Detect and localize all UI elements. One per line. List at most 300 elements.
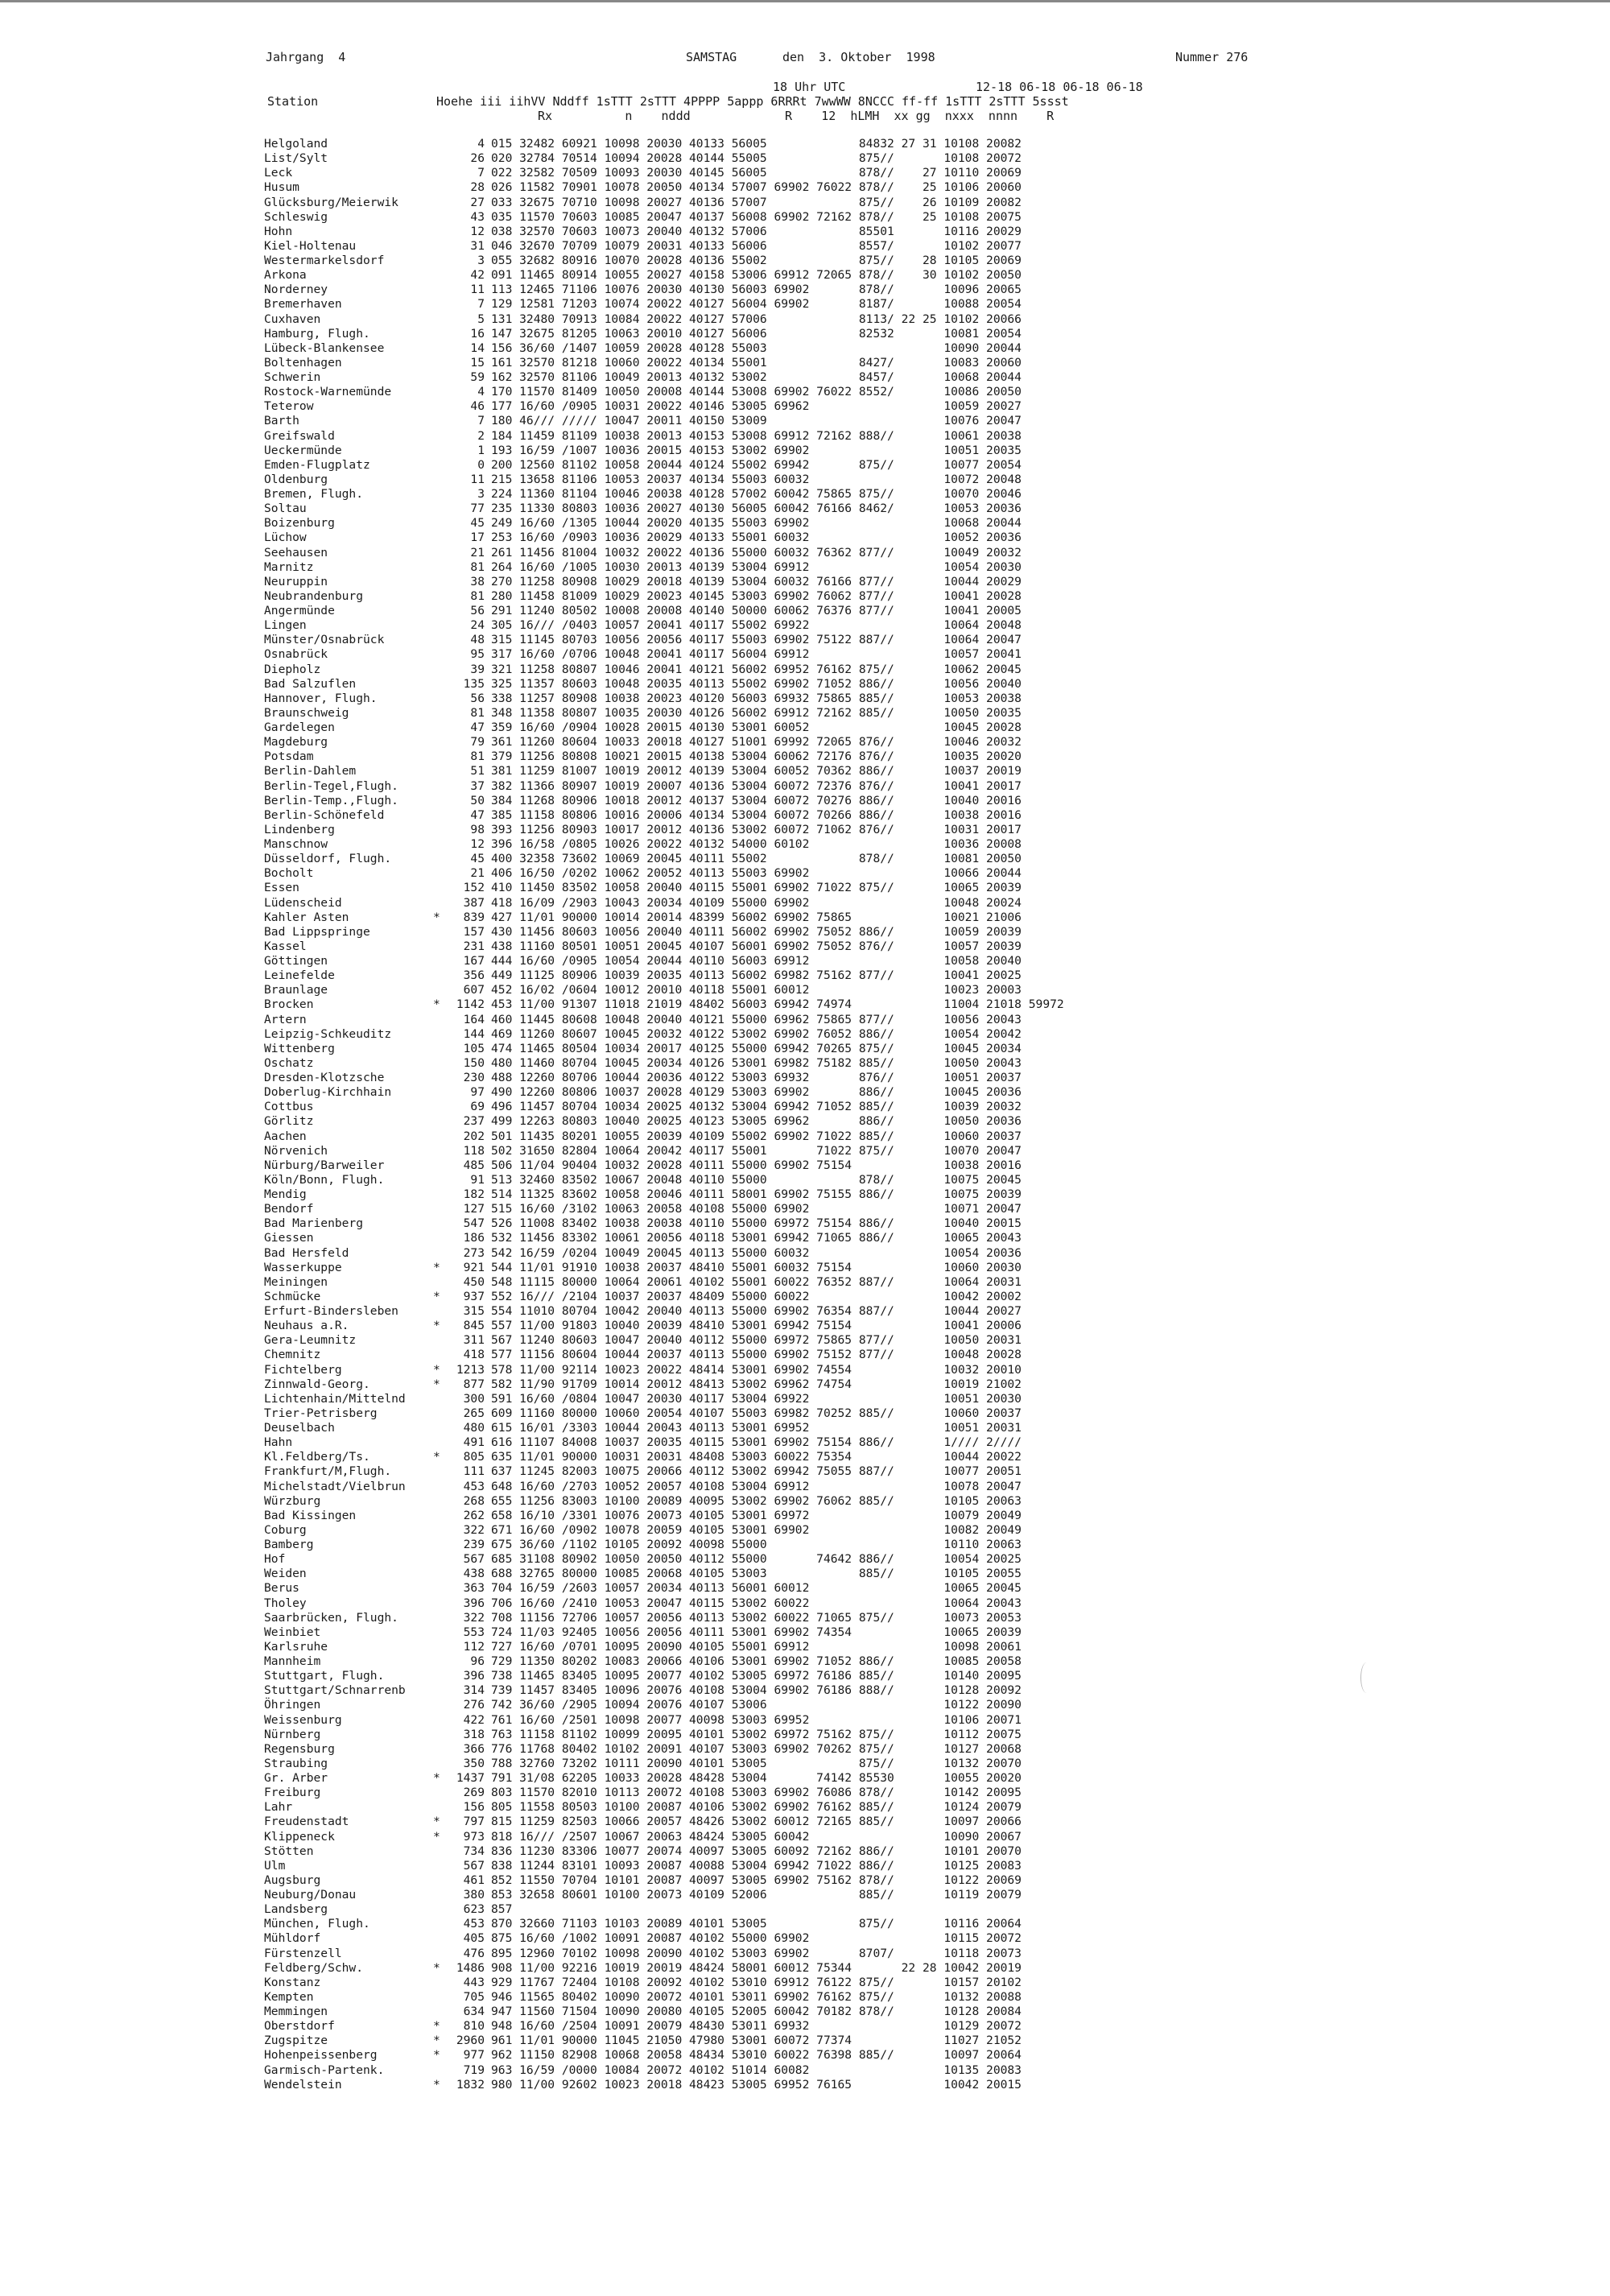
station-name: Kempten: [264, 1989, 314, 2004]
station-row: [264, 1902, 1064, 1917]
station-row: [264, 1333, 1064, 1348]
station-name: Fichtelberg: [264, 1362, 342, 1377]
synop-groups: 501 11435 80201 10055 20039 40109 55002 69902 71022 885// 10060 20037: [491, 1129, 1022, 1143]
station-height: 480: [463, 1421, 485, 1435]
date-label: den 3. Oktober 1998: [782, 50, 935, 64]
station-row: [264, 1202, 1064, 1216]
station-name: Aachen: [264, 1129, 307, 1143]
station-height: 262: [463, 1508, 485, 1522]
station-row: [264, 1158, 1064, 1173]
station-row: [264, 1231, 1064, 1245]
mountain-marker: [433, 1056, 449, 1071]
station-row: [264, 399, 1064, 414]
synop-groups: 961 11/01 90000 11045 21050 47980 53001 60072 77374 11027 21052: [491, 2034, 1022, 2048]
station-height: 127: [463, 1202, 485, 1216]
station-height: 269: [463, 1786, 485, 1800]
synop-groups: 554 11010 80704 10042 20040 40113 55000 69902 76354 887// 10044 20027: [491, 1304, 1022, 1318]
synop-groups: 438 11160 80501 10051 20045 40107 56001 69902 75052 876// 10057 20039: [491, 939, 1022, 953]
station-row: [264, 2048, 1064, 2063]
mountain-marker: *: [433, 1319, 440, 1333]
station-row: [264, 1042, 1064, 1056]
mountain-marker: [433, 239, 449, 254]
mountain-marker: [433, 196, 449, 210]
synop-groups: 895 12960 70102 10098 20090 40102 53003 69902 8707/ 10118 20073: [491, 1946, 1022, 1960]
synop-groups: 853 32658 80601 10100 20073 40109 52006 885// 10119 20079: [491, 1888, 1022, 1902]
station-height: 350: [463, 1756, 485, 1770]
station-name: Trier-Petrisberg: [264, 1406, 378, 1420]
station-row: [264, 1888, 1064, 1902]
station-row: [264, 283, 1064, 297]
station-name: Bocholt: [264, 866, 314, 881]
synop-groups: 382 11366 80907 10019 20007 40136 53004 60072 72376 876// 10041 20017: [491, 778, 1022, 793]
station-height: 705: [463, 1989, 485, 2004]
synop-groups: 688 32765 80000 10085 20068 40105 53003 885// 10105 20055: [491, 1567, 1022, 1581]
station-name: Leck: [264, 166, 293, 180]
mountain-marker: *: [433, 1260, 440, 1274]
station-height: 623: [463, 1902, 485, 1917]
mountain-marker: [433, 866, 449, 881]
station-row: [264, 721, 1064, 735]
station-height: 47: [470, 721, 485, 734]
station-name: Ulm: [264, 1858, 286, 1873]
station-name: Nürburg/Barweiler: [264, 1158, 385, 1172]
mountain-marker: [433, 1931, 449, 1946]
station-height: 5: [477, 312, 485, 326]
mountain-marker: [433, 1231, 449, 1245]
station-row: [264, 1800, 1064, 1815]
station-height: 1142: [456, 997, 485, 1012]
station-height: 461: [463, 1873, 485, 1887]
station-name: Lübeck-Blankensee: [264, 341, 385, 355]
station-name: Teterow: [264, 399, 314, 414]
station-name: Berlin-Tegel,Flugh.: [264, 778, 398, 793]
station-height: 38: [470, 574, 485, 588]
station-name: Bremerhaven: [264, 297, 342, 312]
mountain-marker: [433, 1844, 449, 1859]
station-row: [264, 823, 1064, 837]
station-name: Bad Hersfeld: [264, 1245, 349, 1260]
synop-groups: 020 32784 70514 10094 20028 40144 55005 875// 10108 20072: [491, 151, 1022, 166]
mountain-marker: [433, 1538, 449, 1552]
station-row: [264, 1931, 1064, 1946]
mountain-marker: [433, 1027, 449, 1042]
station-height: 547: [463, 1216, 485, 1231]
col-header-periods: 12-18 06-18 06-18 06-18: [976, 80, 1143, 94]
mountain-marker: [433, 341, 449, 356]
synop-groups: 514 11325 83602 10058 20046 40111 58001 69902 75155 886// 10075 20039: [491, 1187, 1022, 1201]
mountain-marker: [433, 1304, 449, 1319]
station-row: [264, 589, 1064, 604]
station-height: 81: [470, 750, 485, 764]
station-row: [264, 983, 1064, 997]
mountain-marker: *: [433, 2034, 440, 2048]
station-name: Landsberg: [264, 1902, 328, 1917]
station-name: Memmingen: [264, 2005, 328, 2018]
mountain-marker: [433, 137, 449, 151]
station-height: 4: [477, 137, 485, 151]
station-height: 17: [470, 531, 485, 545]
mountain-marker: [433, 1698, 449, 1712]
synop-groups: 131 32480 70913 10084 20022 40127 57006 8113/ 22 25 10102 20066: [491, 312, 1022, 326]
station-row: [264, 356, 1064, 370]
mountain-marker: [433, 706, 449, 721]
mountain-marker: [433, 487, 449, 502]
station-name: Angermünde: [264, 604, 335, 617]
station-height: 144: [463, 1026, 485, 1041]
synop-groups: 962 11150 82908 10068 20058 48434 53010 60022 76398 885// 10097 20064: [491, 2048, 1022, 2063]
station-name: Stötten: [264, 1844, 314, 1858]
synop-groups: 948 16/60 /2504 10091 20079 48430 53011 69932 10129 20072: [491, 2019, 1022, 2034]
station-row: [264, 692, 1064, 706]
mountain-marker: [433, 837, 449, 852]
station-row: [264, 1917, 1064, 1931]
mountain-marker: [433, 1435, 449, 1450]
mountain-marker: [433, 1567, 449, 1581]
station-height: 43: [470, 209, 485, 224]
synop-groups: 963 16/59 /0000 10084 20072 40102 51014 60082 10135 20083: [491, 2063, 1022, 2077]
station-row: [264, 1742, 1064, 1757]
synop-groups: 156 36/60 /1407 10059 20028 40128 55003 10090 20044: [491, 341, 1022, 355]
station-row: [264, 968, 1064, 983]
station-name: Doberlug-Kirchhain: [264, 1085, 392, 1100]
station-name: Essen: [264, 881, 299, 895]
station-row: [264, 1173, 1064, 1187]
station-height: 98: [470, 822, 485, 836]
station-height: 95: [470, 647, 485, 662]
synop-groups: 430 11456 80603 10056 20040 40111 56002 69902 75052 886// 10059 20039: [491, 924, 1022, 939]
issue-number: Nummer 276: [1175, 50, 1249, 64]
synop-groups: 818 16/// /2507 10067 20063 48424 53005 60042 10090 20067: [491, 1829, 1022, 1844]
station-height: 1: [477, 443, 485, 457]
synop-groups: 526 11008 83402 10038 20038 40110 55000 69972 75154 886// 10040 20015: [491, 1216, 1022, 1231]
mountain-marker: [433, 1669, 449, 1683]
weekday-label: SAMSTAG: [686, 50, 737, 64]
station-height: 24: [470, 618, 485, 633]
mountain-marker: [433, 283, 449, 297]
station-height: 105: [463, 1041, 485, 1055]
mountain-marker: [433, 1625, 449, 1640]
station-row: [264, 1683, 1064, 1698]
station-name: Marnitz: [264, 560, 314, 574]
station-height: 239: [463, 1538, 485, 1551]
synop-groups: 929 11767 72404 10108 20092 40102 53010 69912 76122 875// 10157 20102: [491, 1975, 1022, 1989]
station-name: Münster/Osnabrück: [264, 633, 385, 647]
col-header-subgroups: Rx n nddd R 12 hLMH xx gg nxxx nnnn R: [538, 109, 1055, 123]
station-row: [264, 1261, 1064, 1275]
station-height: 405: [463, 1931, 485, 1946]
mountain-marker: *: [433, 1771, 440, 1785]
synop-groups: 046 32670 70709 10079 20031 40133 56006 8557/ 10102 20077: [491, 238, 1022, 253]
synop-groups: 038 32570 70603 10073 20040 40132 57006 85501 10116 20029: [491, 224, 1022, 238]
mountain-marker: [433, 429, 449, 444]
station-height: 152: [463, 881, 485, 895]
station-name: Lüchow: [264, 531, 307, 545]
station-name: Braunschweig: [264, 705, 349, 720]
station-name: Freudenstadt: [264, 1815, 349, 1829]
station-row: [264, 1304, 1064, 1319]
synop-groups: 532 11456 83302 10061 20056 40118 53001 69942 71065 886// 10065 20043: [491, 1231, 1022, 1245]
station-row: [264, 1509, 1064, 1523]
station-height: 39: [470, 662, 485, 676]
synop-groups: 857: [491, 1902, 513, 1917]
station-name: Rostock-Warnemünde: [264, 385, 392, 399]
station-height: 322: [463, 1522, 485, 1537]
mountain-marker: [433, 1480, 449, 1494]
synop-groups: 738 11465 83405 10095 20077 40102 53005 69972 76186 885// 10140 20095: [491, 1669, 1022, 1683]
mountain-marker: [433, 604, 449, 618]
synop-groups: 727 16/60 /0701 10095 20090 40105 55001 69912 10098 20061: [491, 1639, 1022, 1654]
mountain-marker: [433, 968, 449, 983]
station-name: Oschatz: [264, 1055, 314, 1070]
scan-top-edge: [0, 0, 1610, 2]
mountain-marker: *: [433, 1362, 440, 1377]
station-name: Westermarkelsdorf: [264, 254, 385, 267]
synop-groups: 381 11259 81007 10019 20012 40139 53004 60052 70362 886// 10037 20019: [491, 764, 1022, 778]
station-name: Bad Lippspringe: [264, 924, 370, 939]
mountain-marker: [433, 1976, 449, 1990]
station-height: 567: [463, 1858, 485, 1873]
station-row: [264, 925, 1064, 939]
station-row: [264, 1873, 1064, 1888]
mountain-marker: [433, 1421, 449, 1435]
mountain-marker: [433, 531, 449, 545]
mountain-marker: [433, 589, 449, 604]
synop-groups: 708 11156 72706 10057 20056 40113 53002 60022 71065 875// 10073 20053: [491, 1610, 1022, 1625]
station-row: [264, 1523, 1064, 1538]
station-height: 453: [463, 1479, 485, 1493]
station-height: 112: [463, 1639, 485, 1654]
station-height: 46: [470, 399, 485, 414]
mountain-marker: [433, 546, 449, 560]
station-name: Neuhaus a.R.: [264, 1319, 349, 1333]
station-row: [264, 735, 1064, 750]
station-row: [264, 866, 1064, 881]
station-name: Manschnow: [264, 837, 328, 851]
mountain-marker: *: [433, 2019, 440, 2034]
station-height: 311: [463, 1333, 485, 1348]
mountain-marker: [433, 502, 449, 516]
mountain-marker: [433, 1611, 449, 1625]
station-row: [264, 429, 1064, 444]
synop-groups: 400 32358 73602 10069 20045 40111 55002 878// 10081 20050: [491, 852, 1022, 866]
synop-groups: 567 11240 80603 10047 20040 40112 55000 69972 75865 877// 10050 20031: [491, 1333, 1022, 1348]
mountain-marker: [433, 1333, 449, 1348]
station-name: Schleswig: [264, 209, 328, 224]
station-row: [264, 1596, 1064, 1611]
synop-groups: 418 16/09 /2903 10043 20034 40109 55000 69902 10048 20024: [491, 895, 1022, 910]
station-name: Oldenburg: [264, 472, 328, 486]
station-name: Bad Salzuflen: [264, 676, 357, 691]
mountain-marker: [433, 735, 449, 750]
mountain-marker: [433, 444, 449, 458]
station-height: 356: [463, 968, 485, 983]
synop-groups: 170 11570 81409 10050 20008 40144 53008 69902 76022 8552/ 10086 20050: [491, 385, 1022, 399]
station-rows: [264, 137, 1064, 2092]
station-row: [264, 166, 1064, 180]
mountain-marker: [433, 1757, 449, 1771]
station-row: [264, 1435, 1064, 1450]
mountain-marker: [433, 1187, 449, 1202]
synop-groups: 315 11145 80703 10056 20056 40117 55003 69902 75122 887// 10064 20047: [491, 633, 1022, 647]
synop-groups: 385 11158 80806 10016 20006 40134 53004 60072 70266 886// 10038 20016: [491, 807, 1022, 822]
station-name: Berlin-Dahlem: [264, 764, 357, 778]
mountain-marker: [433, 1464, 449, 1479]
synop-groups: 321 11258 80807 10046 20041 40121 56002 69952 76162 875// 10062 20045: [491, 662, 1022, 676]
station-row: [264, 341, 1064, 356]
station-name: Lichtenhain/Mittelnd: [264, 1391, 406, 1406]
mountain-marker: [433, 1742, 449, 1757]
synop-groups: 704 16/59 /2603 10057 20034 40113 56001 60012 10065 20045: [491, 1581, 1022, 1596]
station-height: 96: [470, 1654, 485, 1668]
station-height: 21: [470, 545, 485, 560]
station-height: 45: [470, 516, 485, 531]
station-row: [264, 487, 1064, 502]
station-row: [264, 1392, 1064, 1406]
synop-groups: 317 16/60 /0706 10048 20041 40117 56004 69912 10057 20041: [491, 647, 1022, 662]
synop-groups: 671 16/60 /0902 10078 20059 40105 53001 69902 10082 20049: [491, 1522, 1022, 1537]
mountain-marker: [433, 750, 449, 764]
synop-groups: 852 11550 70704 10101 20087 40097 53005 69902 75162 878// 10122 20069: [491, 1873, 1022, 1887]
station-row: [264, 1538, 1064, 1552]
station-row: [264, 852, 1064, 866]
station-row: [264, 1013, 1064, 1027]
synop-groups: 655 11256 83003 10100 20089 40095 53002 69902 76062 885// 10105 20063: [491, 1493, 1022, 1508]
synop-groups: 393 11256 80903 10017 20012 40136 53002 60072 71062 876// 10031 20017: [491, 822, 1022, 836]
mountain-marker: [433, 1888, 449, 1902]
station-height: 734: [463, 1844, 485, 1858]
station-height: 877: [463, 1377, 485, 1391]
station-height: 111: [463, 1464, 485, 1479]
station-name: Karlsruhe: [264, 1639, 328, 1654]
station-row: [264, 954, 1064, 968]
synop-groups: 591 16/60 /0804 10047 20030 40117 53004 69922 10051 20030: [491, 1391, 1022, 1406]
station-row: [264, 414, 1064, 428]
station-row: [264, 575, 1064, 589]
station-name: Boizenburg: [264, 516, 335, 531]
station-row: [264, 1567, 1064, 1581]
station-row: [264, 911, 1064, 925]
station-name: Hohenpeissenberg: [264, 2048, 378, 2063]
station-row: [264, 604, 1064, 618]
station-height: 59: [470, 370, 485, 384]
station-height: 396: [463, 1669, 485, 1683]
synop-groups: 947 11560 71504 10090 20080 40105 52005 60042 70182 878// 10128 20084: [491, 2005, 1022, 2018]
station-row: [264, 1494, 1064, 1509]
station-name: Oberstdorf: [264, 2019, 335, 2034]
station-row: [264, 137, 1064, 151]
synop-groups: 729 11350 80202 10083 20066 40106 53001 69902 71052 886// 10085 20058: [491, 1654, 1022, 1668]
station-name: Neuruppin: [264, 574, 328, 588]
station-height: 276: [463, 1698, 485, 1712]
station-height: 97: [470, 1085, 485, 1100]
synop-groups: 815 11259 82503 10066 20057 48426 53002 60012 72165 885// 10097 20066: [491, 1815, 1022, 1829]
station-height: 164: [463, 1012, 485, 1026]
station-name: Glücksburg/Meierwik: [264, 195, 398, 209]
station-row: [264, 2019, 1064, 2034]
synop-groups: 513 32460 83502 10067 20048 40110 55000 878// 10075 20045: [491, 1172, 1022, 1187]
station-row: [264, 1114, 1064, 1129]
station-row: [264, 516, 1064, 531]
station-row: [264, 2005, 1064, 2019]
synop-groups: 384 11268 80906 10018 20012 40137 53004 60072 70276 886// 10040 20016: [491, 793, 1022, 807]
mountain-marker: [433, 1523, 449, 1538]
mountain-marker: [433, 896, 449, 911]
mountain-marker: [433, 1654, 449, 1669]
mountain-marker: [433, 808, 449, 823]
synop-groups: 249 16/60 /1305 10044 20020 40135 55003 69902 10068 20044: [491, 516, 1022, 531]
station-row: [264, 502, 1064, 516]
synop-groups: 361 11260 80604 10033 20018 40127 51001 69992 72065 876// 10046 20032: [491, 735, 1022, 750]
station-height: 156: [463, 1800, 485, 1815]
station-row: [264, 239, 1064, 254]
mountain-marker: [433, 2005, 449, 2019]
station-row: [264, 151, 1064, 166]
jahrgang-label: Jahrgang 4: [266, 50, 346, 64]
synop-groups: 147 32675 81205 10063 20010 40127 56006 82532 10081 20054: [491, 326, 1022, 341]
station-height: 273: [463, 1245, 485, 1260]
col-header-utc: 18 Uhr UTC: [773, 80, 846, 94]
mountain-marker: [433, 1042, 449, 1056]
mountain-marker: [433, 1100, 449, 1114]
station-height: 28: [470, 180, 485, 195]
station-name: Kassel: [264, 939, 307, 953]
station-height: 12: [470, 837, 485, 851]
mountain-marker: [433, 297, 449, 312]
mountain-marker: [433, 356, 449, 370]
station-row: [264, 225, 1064, 239]
station-name: Braunlage: [264, 983, 328, 997]
synop-groups: 410 11450 83502 10058 20040 40115 55001 69902 71022 875// 10065 20039: [491, 881, 1022, 895]
synop-groups: 162 32570 81106 10049 20013 40132 53002 8457/ 10068 20044: [491, 370, 1022, 384]
mountain-marker: *: [433, 997, 440, 1012]
station-row: [264, 794, 1064, 808]
station-row: [264, 1830, 1064, 1844]
mountain-marker: [433, 692, 449, 706]
station-row: [264, 896, 1064, 911]
synop-groups: 406 16/50 /0202 10062 20052 40113 55003 69902 10066 20044: [491, 866, 1022, 881]
station-name: Öhringen: [264, 1698, 321, 1712]
mountain-marker: [433, 925, 449, 939]
station-row: [264, 750, 1064, 764]
station-row: [264, 1348, 1064, 1362]
station-name: Deuselbach: [264, 1421, 335, 1435]
station-height: 15: [470, 355, 485, 370]
synop-groups: 980 11/00 92602 10023 20018 48423 53005 69952 76165 10042 20015: [491, 2077, 1022, 2092]
station-row: [264, 1363, 1064, 1377]
mountain-marker: [433, 618, 449, 633]
station-height: 4: [477, 385, 485, 399]
station-name: Michelstadt/Vielbrun: [264, 1479, 406, 1493]
station-name: Coburg: [264, 1522, 307, 1537]
station-height: 50: [470, 793, 485, 807]
station-height: 47: [470, 807, 485, 822]
station-row: [264, 1480, 1064, 1494]
station-row: [264, 180, 1064, 195]
station-row: [264, 1625, 1064, 1640]
mountain-marker: [433, 1786, 449, 1800]
station-height: 48: [470, 633, 485, 647]
station-name: Nörvenich: [264, 1143, 328, 1158]
station-name: Mühldorf: [264, 1931, 321, 1946]
synop-groups: 270 11258 80908 10029 20018 40139 53004 60032 76166 877// 10044 20029: [491, 574, 1022, 588]
mountain-marker: *: [433, 2077, 440, 2092]
mountain-marker: [433, 1683, 449, 1698]
mountain-marker: [433, 575, 449, 589]
station-name: Berlin-Schönefeld: [264, 807, 385, 822]
station-row: [264, 1552, 1064, 1567]
mountain-marker: [433, 1173, 449, 1187]
synop-groups: 875 16/60 /1002 10091 20087 40102 55000 69902 10115 20072: [491, 1931, 1022, 1946]
